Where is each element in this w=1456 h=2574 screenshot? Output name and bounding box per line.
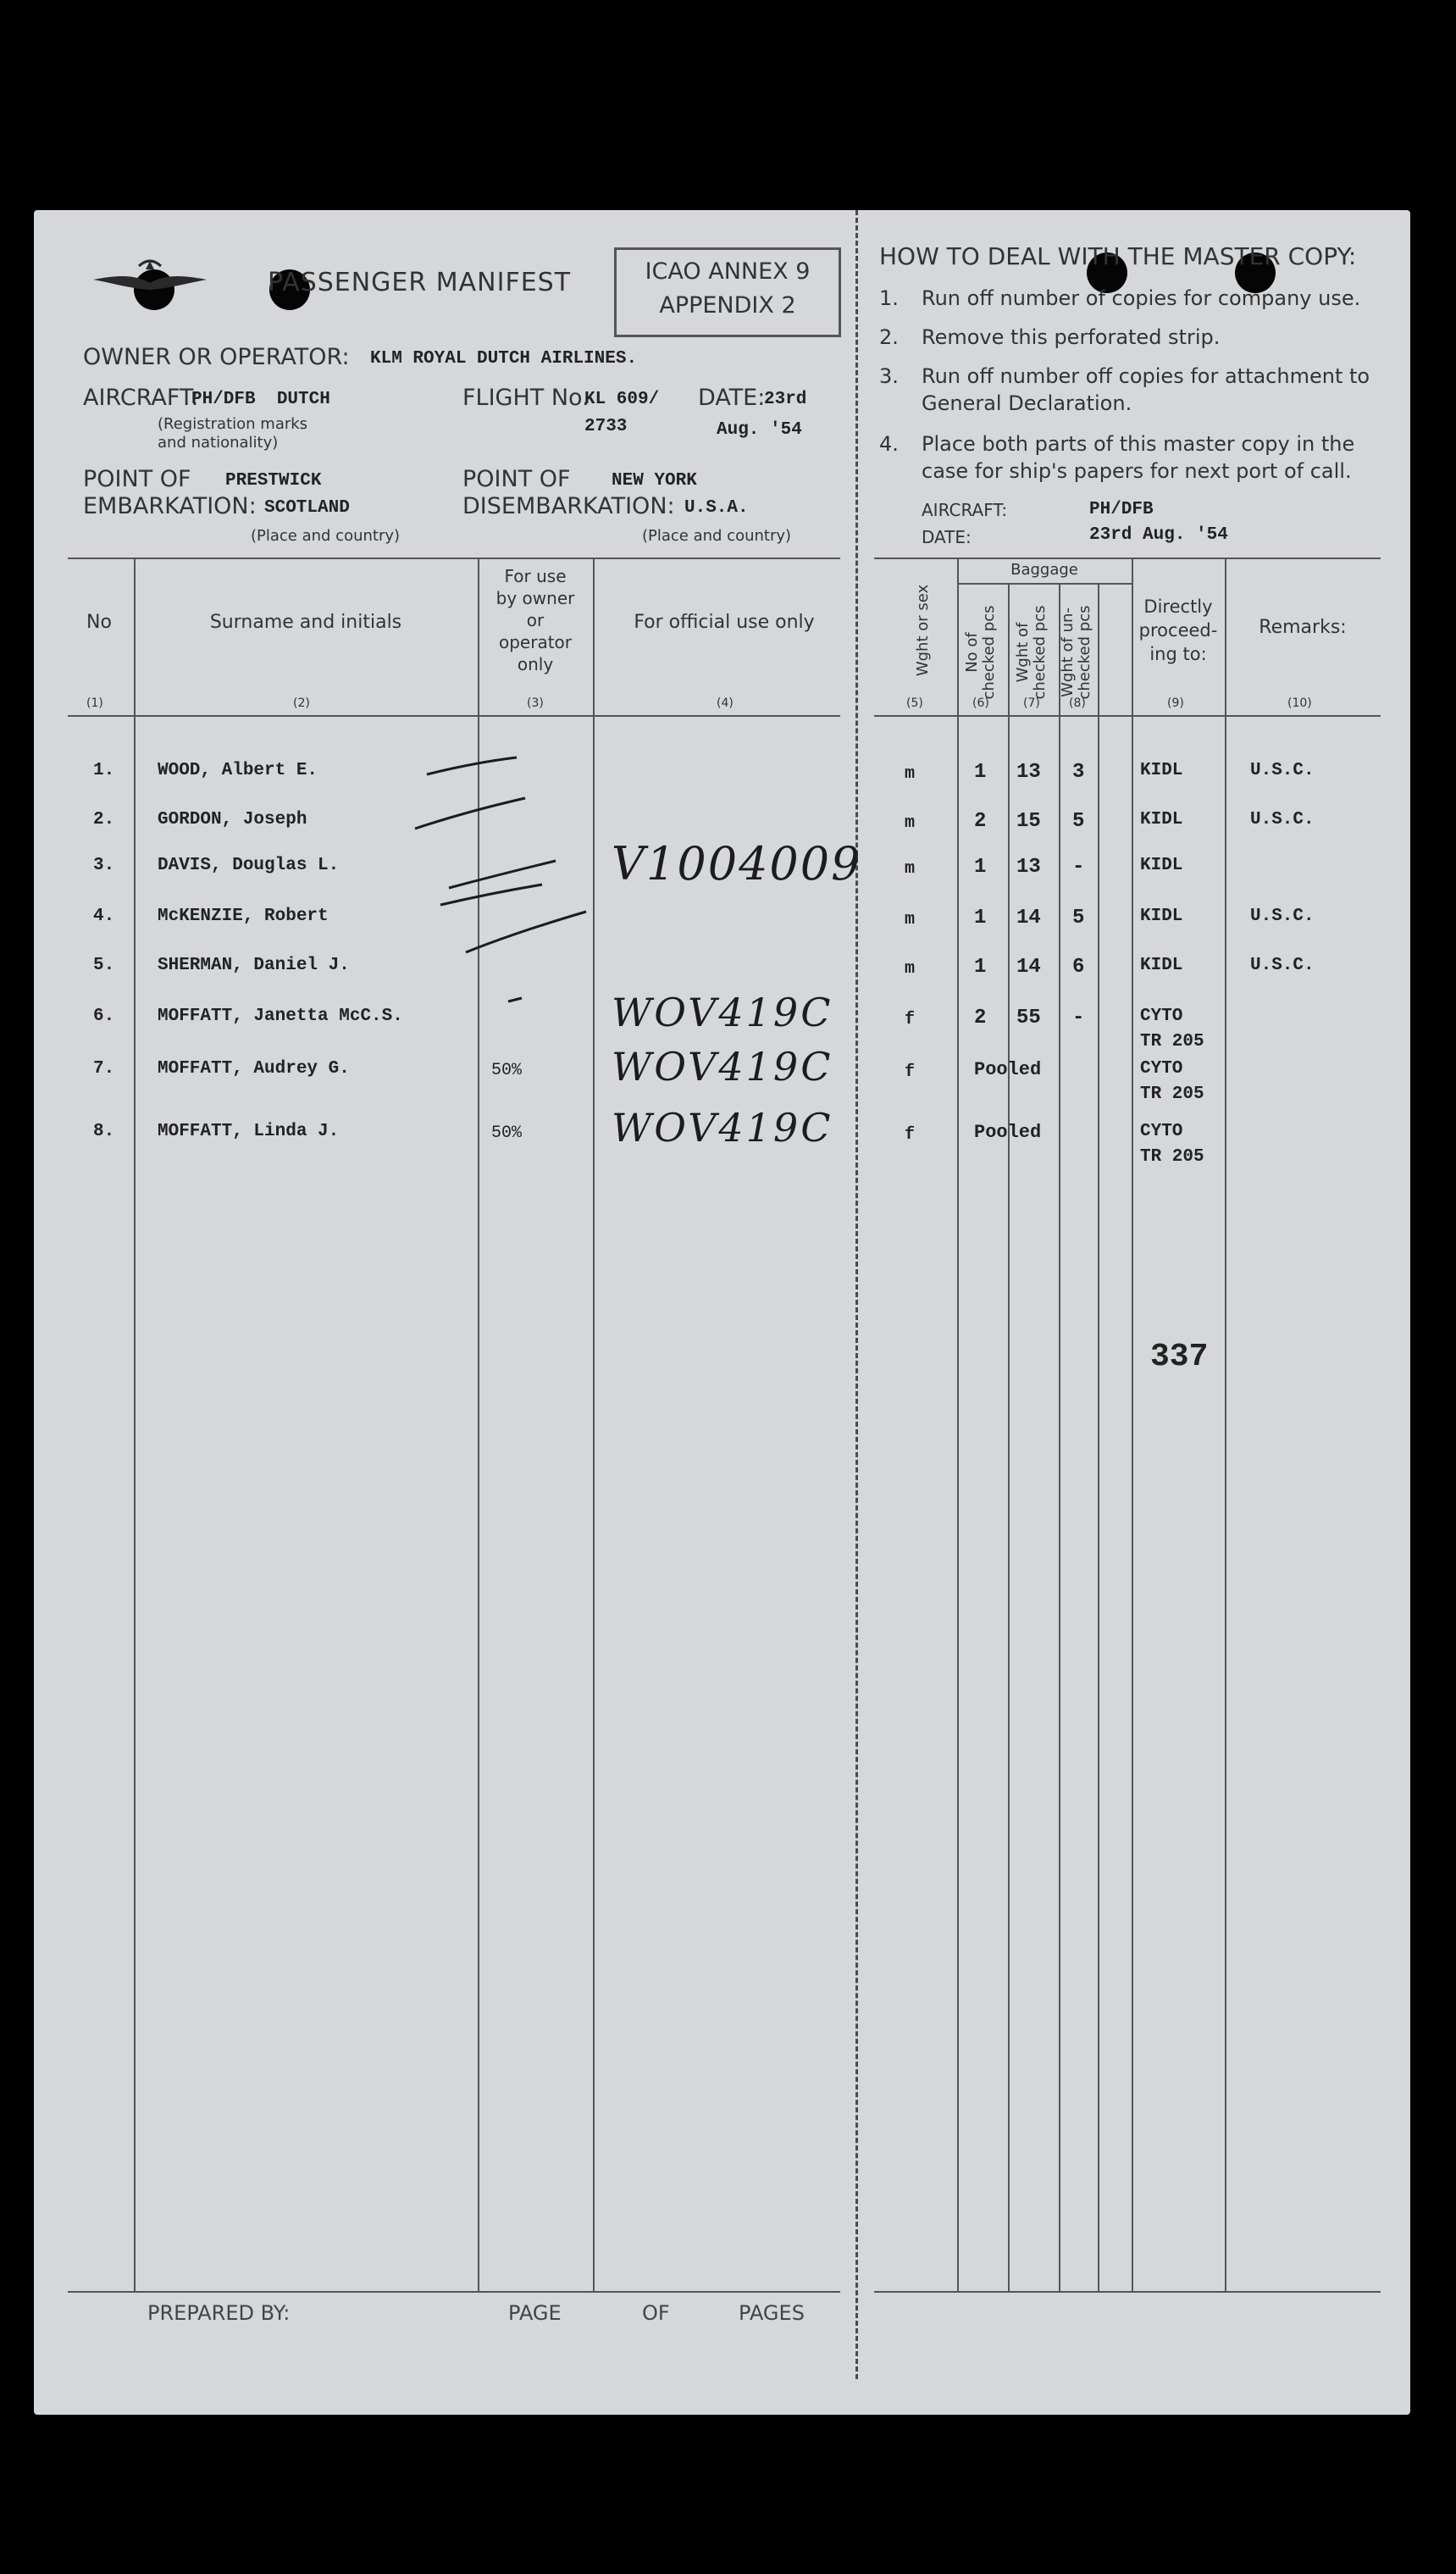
prepared-by-label: PREPARED BY: xyxy=(147,2301,291,2325)
col-num-1: (1) xyxy=(86,696,103,710)
header-bottom-rule-right xyxy=(874,715,1381,717)
disembark-label-1: POINT OF xyxy=(462,466,571,492)
col-header-owner-5: only xyxy=(517,654,554,674)
col-header-directly-3: ing to: xyxy=(1149,644,1207,664)
passenger-name: MOFFATT, Linda J. xyxy=(158,1122,340,1141)
passenger-wght: 13 xyxy=(1016,856,1041,879)
instruction-4-text-1: Place both parts of this master copy in the xyxy=(922,432,1355,456)
col-header-checked-pcs-line-2: checked pcs xyxy=(980,605,998,700)
instruction-4-text-2: case for ship's papers for next port of call. xyxy=(922,459,1352,483)
passenger-destination: CYTO xyxy=(1140,1122,1183,1141)
handwritten-tick-marks xyxy=(407,718,610,1040)
passenger-name: MOFFATT, Janetta McC.S. xyxy=(158,1007,403,1026)
passenger-destination: KIDL xyxy=(1140,956,1183,975)
passenger-sex: m xyxy=(905,910,916,929)
of-label: OF xyxy=(642,2301,670,2325)
col-header-wght-checked-line-1: Wght of xyxy=(1014,622,1032,683)
col-header-no: No xyxy=(86,612,112,633)
perforation-line xyxy=(855,210,858,2379)
flight-label: FLIGHT No. xyxy=(462,385,590,411)
copy-aircraft-value: PH/DFB xyxy=(1089,500,1154,519)
passenger-remarks: U.S.C. xyxy=(1250,956,1315,975)
passenger-destination: KIDL xyxy=(1140,907,1183,926)
passenger-pcs: 2 xyxy=(974,1007,987,1029)
instruction-2-text: Remove this perforated strip. xyxy=(922,325,1221,349)
header-bottom-rule xyxy=(68,715,840,717)
passenger-no: 5. xyxy=(93,956,115,975)
disembark-value-2: U.S.A. xyxy=(684,498,749,518)
passenger-no: 1. xyxy=(93,761,115,780)
col-divider xyxy=(1059,583,1060,2291)
aircraft-label: AIRCRAFT: xyxy=(83,385,199,411)
date-value-2: Aug. '54 xyxy=(717,420,802,440)
col-num-10: (10) xyxy=(1287,696,1312,710)
col-divider xyxy=(1132,558,1133,2291)
col-header-surname: Surname and initials xyxy=(209,612,402,633)
passenger-no: 4. xyxy=(93,907,115,926)
annex-box xyxy=(614,247,841,337)
col-header-directly-1: Directly xyxy=(1143,596,1213,617)
passenger-destination: CYTO xyxy=(1140,1059,1183,1079)
col-divider xyxy=(1098,583,1099,2291)
passenger-unchecked: - xyxy=(1072,1007,1085,1029)
embark-value-1: PRESTWICK xyxy=(225,471,322,491)
passenger-official-note: V1004009 xyxy=(612,837,862,890)
passenger-no: 3. xyxy=(93,856,115,875)
passenger-no: 8. xyxy=(93,1122,115,1141)
table-bottom-rule xyxy=(68,2291,840,2293)
passenger-sex: f xyxy=(905,1125,916,1145)
col-header-wght-checked xyxy=(1015,603,1052,702)
passenger-official-note: WOV419C xyxy=(612,1044,833,1090)
passenger-destination: KIDL xyxy=(1140,856,1183,875)
copy-aircraft-label: AIRCRAFT: xyxy=(922,500,1008,520)
page-label: PAGE xyxy=(508,2301,562,2325)
pages-label: PAGES xyxy=(739,2301,805,2325)
passenger-sex: f xyxy=(905,1062,916,1082)
passenger-wght: 15 xyxy=(1016,810,1041,833)
instruction-1-num: 1. xyxy=(879,286,899,310)
col-header-wght-unchecked-line-1: Wght of un- xyxy=(1059,607,1077,697)
passenger-name: GORDON, Joseph xyxy=(158,810,307,829)
col-num-9: (9) xyxy=(1167,696,1184,710)
col-header-official: For official use only xyxy=(634,612,815,633)
passenger-destination: KIDL xyxy=(1140,761,1183,780)
col-header-checked-pcs xyxy=(964,603,1001,702)
passenger-wght: 13 xyxy=(1016,761,1041,784)
col-header-owner-4: operator xyxy=(498,632,572,652)
aircraft-value: PH/DFB DUTCH xyxy=(191,390,330,409)
table-bottom-rule-right xyxy=(874,2291,1381,2293)
col-divider xyxy=(1225,558,1226,2291)
col-divider xyxy=(957,558,959,2291)
owner-value: KLM ROYAL DUTCH AIRLINES. xyxy=(370,349,638,369)
passenger-remarks: U.S.C. xyxy=(1250,810,1315,829)
col-header-wght-unchecked xyxy=(1060,603,1097,702)
date-value-1: 23rd xyxy=(764,390,807,409)
passenger-name: WOOD, Albert E. xyxy=(158,761,318,780)
passenger-name: SHERMAN, Daniel J. xyxy=(158,956,350,975)
col-header-owner-3: or xyxy=(526,610,545,630)
manifest-sheet xyxy=(34,210,1410,2415)
instruction-3-text-1: Run off number off copies for attachment to xyxy=(922,364,1370,388)
passenger-owner-use: 50% xyxy=(491,1123,523,1143)
col-num-2: (2) xyxy=(293,696,310,710)
instruction-2-num: 2. xyxy=(879,325,899,349)
passenger-unchecked: 5 xyxy=(1072,907,1085,929)
passenger-pcs: 1 xyxy=(974,907,987,929)
embark-value-2: SCOTLAND xyxy=(264,498,350,518)
passenger-no: 2. xyxy=(93,810,115,829)
col-num-4: (4) xyxy=(717,696,734,710)
col-header-directly-2: proceed- xyxy=(1138,620,1218,641)
annex-line-2: APPENDIX 2 xyxy=(659,292,796,319)
passenger-sex: f xyxy=(905,1010,916,1029)
passenger-pcs: 2 xyxy=(974,810,987,833)
stamp-number: 337 xyxy=(1150,1339,1209,1375)
passenger-official-note: WOV419C xyxy=(612,990,833,1035)
date-label: DATE: xyxy=(698,385,766,411)
passenger-remarks: U.S.C. xyxy=(1250,907,1315,926)
copy-date-label: DATE: xyxy=(922,527,972,547)
passenger-sex: m xyxy=(905,813,916,833)
passenger-destination-2: TR 205 xyxy=(1140,1032,1204,1051)
flight-value-1: KL 609/ xyxy=(584,390,660,409)
passenger-destination: KIDL xyxy=(1140,810,1183,829)
col-header-baggage: Baggage xyxy=(1010,561,1078,579)
passenger-unchecked: 6 xyxy=(1072,956,1085,979)
disembark-label-2: DISEMBARKATION: xyxy=(462,493,675,519)
passenger-wght: 14 xyxy=(1016,956,1041,979)
col-header-checked-pcs-line-1: No of xyxy=(963,632,981,673)
passenger-unchecked: 5 xyxy=(1072,810,1085,833)
flight-value-2: 2733 xyxy=(584,417,628,436)
passenger-no: 7. xyxy=(93,1059,115,1079)
passenger-sex: m xyxy=(905,959,916,979)
passenger-name: MOFFATT, Audrey G. xyxy=(158,1059,350,1079)
passenger-pcs: 1 xyxy=(974,856,987,879)
passenger-pcs: 1 xyxy=(974,761,987,784)
passenger-destination-2: TR 205 xyxy=(1140,1085,1204,1104)
disembark-value-1: NEW YORK xyxy=(612,471,697,491)
aircraft-note-2: and nationality) xyxy=(158,434,279,452)
passenger-name: McKENZIE, Robert xyxy=(158,907,329,926)
instructions-title: HOW TO DEAL WITH THE MASTER COPY: xyxy=(879,242,1357,270)
passenger-sex: m xyxy=(905,764,916,784)
passenger-pcs: Pooled xyxy=(974,1059,1042,1080)
disembark-place-note: (Place and country) xyxy=(642,527,792,545)
col-header-owner-2: by owner xyxy=(495,588,575,608)
embark-place-note: (Place and country) xyxy=(251,527,401,545)
col-num-3: (3) xyxy=(527,696,544,710)
passenger-destination: CYTO xyxy=(1140,1007,1183,1026)
instruction-4-num: 4. xyxy=(879,432,899,456)
passenger-pcs: 1 xyxy=(974,956,987,979)
passenger-unchecked: - xyxy=(1072,856,1085,879)
col-header-owner-1: For use xyxy=(504,566,567,586)
passenger-name: DAVIS, Douglas L. xyxy=(158,856,340,875)
col-num-6: (6) xyxy=(972,696,989,710)
passenger-wght: 55 xyxy=(1016,1007,1041,1029)
annex-line-1: ICAO ANNEX 9 xyxy=(645,258,811,285)
passenger-unchecked: 3 xyxy=(1072,761,1085,784)
col-num-7: (7) xyxy=(1023,696,1040,710)
col-header-wght-checked-line-2: checked pcs xyxy=(1031,605,1049,700)
col-divider xyxy=(134,558,136,2291)
instruction-1-text: Run off number of copies for company use. xyxy=(922,286,1361,310)
col-header-wght-sex: Wght or sex xyxy=(914,584,932,677)
passenger-sex: m xyxy=(905,859,916,879)
baggage-rule xyxy=(957,583,1132,585)
passenger-official-note: WOV419C xyxy=(612,1105,833,1151)
instruction-3-num: 3. xyxy=(879,364,899,388)
instruction-3-text-2: General Declaration. xyxy=(922,391,1132,415)
col-header-remarks: Remarks: xyxy=(1259,617,1347,638)
form-title: PASSENGER MANIFEST xyxy=(268,268,572,297)
copy-date-value: 23rd Aug. '54 xyxy=(1089,525,1228,545)
passenger-owner-use: 50% xyxy=(491,1061,523,1080)
airline-wings-logo-icon xyxy=(86,251,213,319)
col-divider xyxy=(1008,583,1010,2291)
passenger-no: 6. xyxy=(93,1007,115,1026)
aircraft-note-1: (Registration marks xyxy=(158,415,308,433)
owner-label: OWNER OR OPERATOR: xyxy=(83,344,350,370)
embark-label-1: POINT OF xyxy=(83,466,191,492)
passenger-remarks: U.S.C. xyxy=(1250,761,1315,780)
passenger-destination-2: TR 205 xyxy=(1140,1147,1204,1167)
col-header-wght-unchecked-line-2: checked pcs xyxy=(1076,605,1093,700)
table-top-rule xyxy=(68,558,840,559)
passenger-pcs: Pooled xyxy=(974,1122,1042,1143)
col-num-5: (5) xyxy=(906,696,923,710)
embark-label-2: EMBARKATION: xyxy=(83,493,257,519)
passenger-wght: 14 xyxy=(1016,907,1041,929)
col-num-8: (8) xyxy=(1069,696,1086,710)
table-top-rule-right xyxy=(874,558,1381,559)
